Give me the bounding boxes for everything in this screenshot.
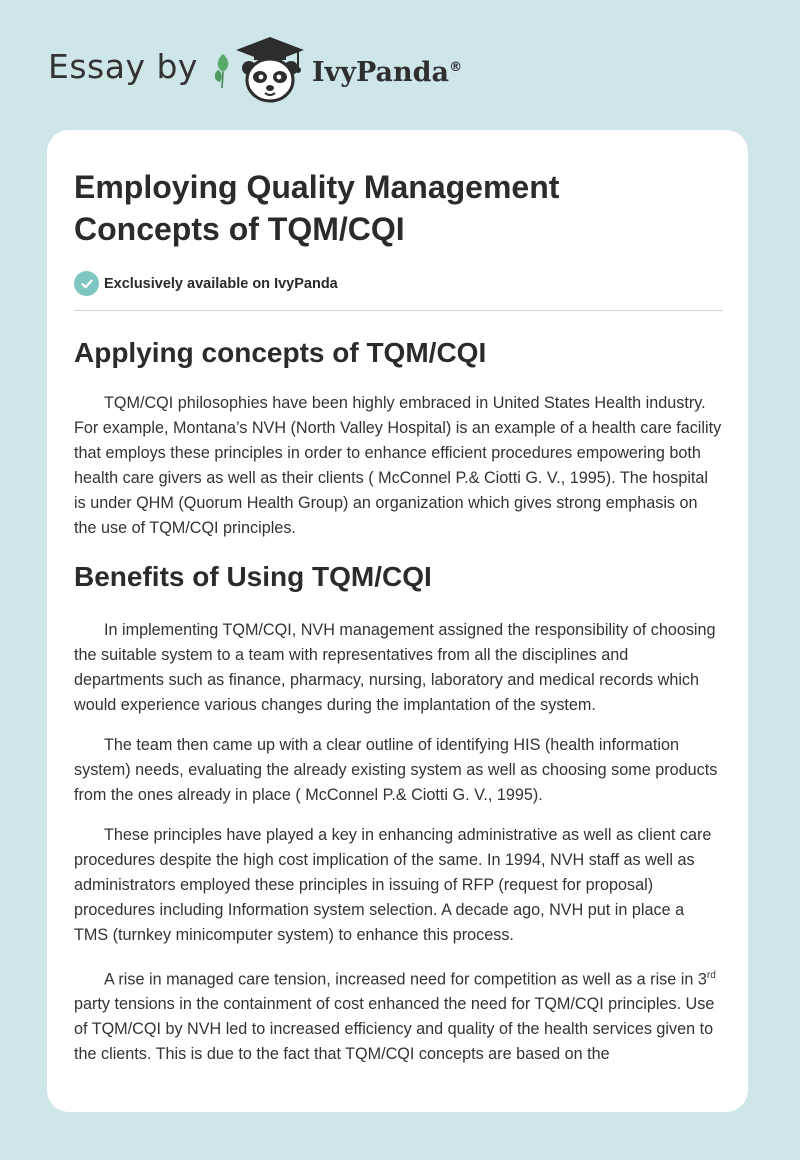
exclusive-label: Exclusively available on IvyPanda: [104, 275, 338, 292]
divider: [74, 310, 723, 311]
registered-mark: ®: [449, 59, 463, 75]
essay-card: [47, 130, 748, 1112]
paragraph-text: party tensions in the containment of cost enhanced the need for TQM/CQI principles. Use of TQM/CQI by NVH led to increased efficiency and quality of the health services given to the clients. This is due to the fact that TQM/CQI concepts are based on the: [74, 995, 715, 1064]
paragraph: TQM/CQI philosophies have been highly embraced in United States Health industry. For example, Montana’s NVH (North Valley Hospital) is an example of a health care facility that employs these principles in order to enhance efficient procedures empowering both health care givers as well as their clients ( McConnel P.& Ciotti G. V., 1995). The hospital is under QHM (Quorum Health Group) an organization which gives strong emphasis on the use of TQM/CQI principles.: [74, 394, 722, 537]
checkmark-icon: [74, 271, 99, 296]
paragraph: In implementing TQM/CQI, NVH management assigned the responsibility of choosing the suitable system to a team with representatives from all the disciplines and departments such as finance, pharmacy, nursing, laboratory and medical records which would experience various changes during the implantation of the system.: [74, 621, 716, 714]
paragraph: The team then came up with a clear outline of identifying HIS (health information system) needs, evaluating the already existing system as well as choosing some products from the ones already in place ( McConnel P.& Ciotti G. V., 1995).: [74, 736, 718, 804]
ordinal-suffix: rd: [706, 970, 716, 981]
section-heading-applying: Applying concepts of TQM/CQI: [74, 337, 487, 368]
site-header: [48, 30, 568, 110]
paragraph: [74, 963, 722, 1067]
essay-by-label: Essay by: [48, 46, 198, 86]
page-title: Employing Quality Management Concepts of TQM/CQI: [74, 169, 560, 247]
ivypanda-logo[interactable]: [212, 34, 462, 106]
section-heading-benefits: Benefits of Using TQM/CQI: [74, 561, 432, 592]
brand-name: IvyPanda®: [311, 56, 463, 88]
panda-graduate-icon: [234, 34, 306, 106]
ivy-leaf-icon: [212, 50, 234, 90]
exclusive-badge: [74, 271, 722, 296]
paragraph-text: A rise in managed care tension, increased need for competition as well as a rise in 3: [104, 970, 707, 989]
paragraph: These principles have played a key in enhancing administrative as well as client care procedures despite the high cost implication of the same. In 1994, NVH staff as well as administrators employed these principles in issuing of RFP (request for proposal) procedures including Information system selection. A decade ago, NVH put in place a TMS (turnkey minicomputer system) to enhance this process.: [74, 826, 712, 944]
